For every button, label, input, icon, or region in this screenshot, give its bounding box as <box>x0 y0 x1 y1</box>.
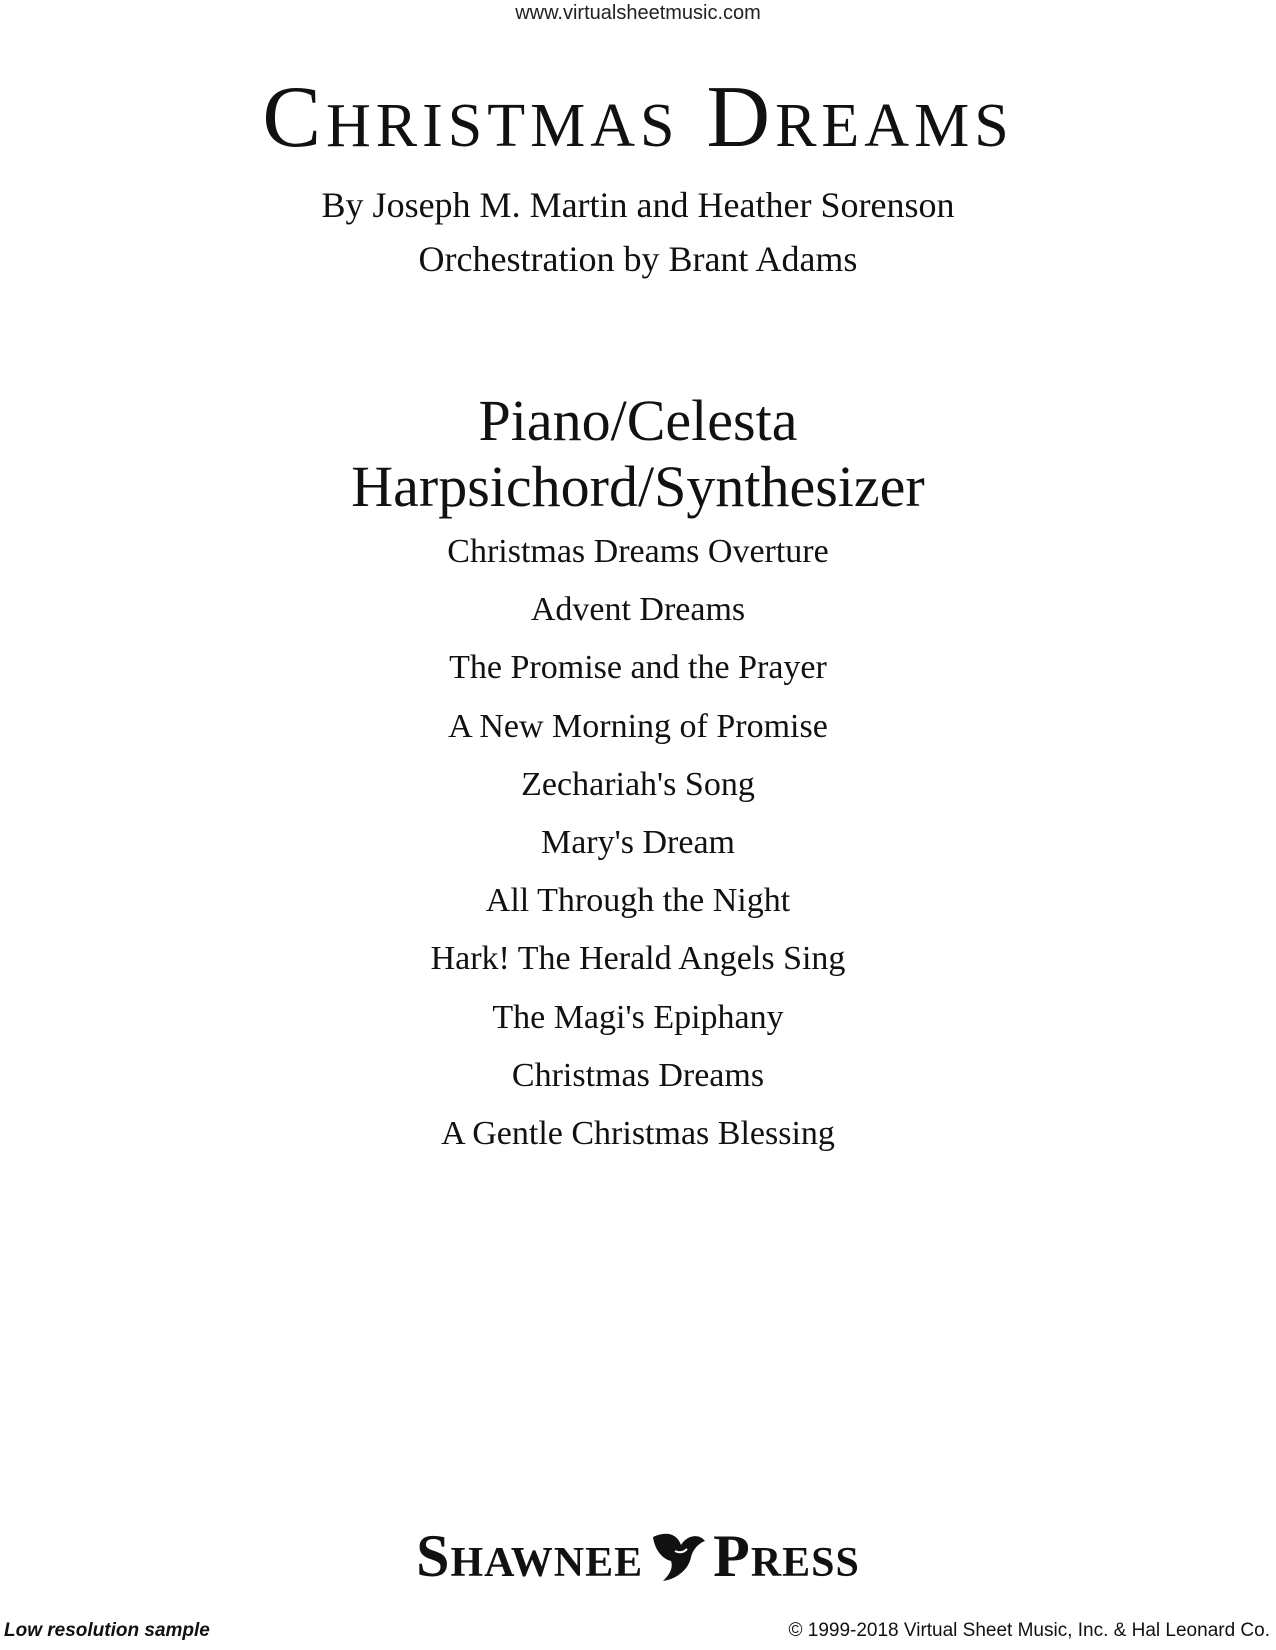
publisher-name-part-1: Shawnee <box>416 1523 644 1589</box>
song-item: All Through the Night <box>485 882 791 920</box>
song-item: Christmas Dreams <box>511 1056 765 1094</box>
instrument-line-1: Piano/Celesta <box>478 388 798 453</box>
instrument-line-2: Harpsichord/Synthesizer <box>351 454 925 519</box>
song-item: Zechariah's Song <box>521 765 755 803</box>
song-item: The Magi's Epiphany <box>492 998 784 1036</box>
song-item: Mary's Dream <box>540 823 735 861</box>
publisher-name-part-2: Press <box>713 1523 860 1589</box>
song-list <box>0 532 1276 1172</box>
song-item: A Gentle Christmas Blessing <box>441 1114 835 1152</box>
dove-logo-icon <box>647 1527 709 1585</box>
sample-note: Low resolution sample <box>4 1620 210 1641</box>
composer-credit: By Joseph M. Martin and Heather Sorenson <box>321 185 955 225</box>
score-title: Christmas Dreams <box>262 69 1014 166</box>
song-item: Hark! The Herald Angels Sing <box>430 940 846 978</box>
song-item: The Promise and the Prayer <box>449 649 827 687</box>
orchestration-credit: Orchestration by Brant Adams <box>418 239 858 279</box>
song-item: A New Morning of Promise <box>448 707 828 745</box>
song-item: Christmas Dreams Overture <box>447 533 829 570</box>
publisher-logo <box>0 1523 1276 1589</box>
song-item: Advent Dreams <box>530 591 746 629</box>
source-url: www.virtualsheetmusic.com <box>515 2 761 24</box>
copyright-notice: © 1999-2018 Virtual Sheet Music, Inc. & Hal Leonard Co. <box>788 1620 1270 1641</box>
